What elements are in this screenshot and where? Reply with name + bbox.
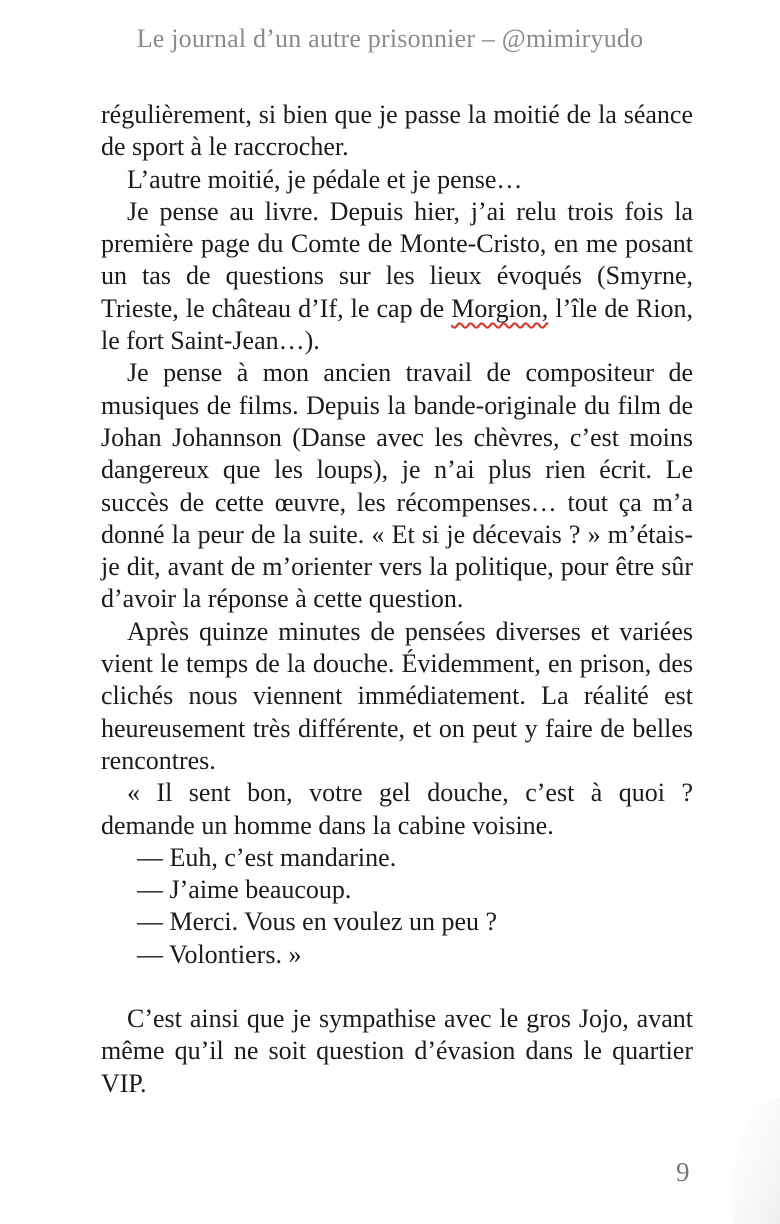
paragraph: « Il sent bon, votre gel douche, c’est à quoi ? demande un homme dans la cabine voisine. [101, 778, 693, 840]
running-header: Le journal d’un autre prisonnier – @mimiryudo [136, 24, 644, 53]
paragraph: C’est ainsi que je sympathise avec le gros Jojo, avant même qu’il ne soit question d’évasion dans le quartier VIP. [101, 1004, 693, 1098]
paragraph: régulièrement, si bien que je passe la moitié de la séance de sport à le raccrocher. [101, 100, 693, 162]
page-text-content [101, 99, 693, 1100]
paragraph-text: l’île de Rion, le fort Saint-Jean…). [101, 293, 693, 356]
paragraph: L’autre moitié, je pédale et je pense… [127, 164, 523, 194]
paragraph: Je pense à mon ancien travail de compositeur de musiques de films. Depuis la bande-originale du film de Johan Johannson (Danse avec les chèvres, c’est moins dangereux que les loups), je n’ai plus rien écrit. Le succès de cette œuvre, les récompenses… tout ça m’a donné la peur de la suite. « Et si je décevais ? » m’étais-je dit, avant de m’orienter vers la politique, pour être sûr d’avoir la réponse à cette question. [101, 358, 693, 614]
paragraph [101, 196, 693, 357]
dialogue-line: — J’aime beaucoup. [137, 875, 352, 905]
page-turn-curl[interactable] [732, 1098, 780, 1224]
paragraph-text: Je pense au livre. Depuis hier, j’ai relu trois fois la première page du Comte de Monte-Cristo, en me posant un tas de questions sur les lieux évoqués (Smyrne, Trieste, le château d’If, le cap de [101, 196, 693, 323]
dialogue-line: — Merci. Vous en voulez un peu ? [137, 907, 498, 937]
paragraph-gap [101, 971, 693, 1003]
dialogue-line: — Volontiers. » [137, 939, 302, 969]
page-number: 9 [676, 1157, 690, 1187]
paragraph: Après quinze minutes de pensées diverses et variées vient le temps de la douche. Évidemment, en prison, des clichés nous viennent immédiatement. La réalité est heureusement très différente, et on peut y faire de belles rencontres. [101, 616, 693, 775]
dialogue-line: — Euh, c’est mandarine. [137, 842, 397, 872]
spellcheck-underlined-word: Morgion, [451, 293, 549, 323]
